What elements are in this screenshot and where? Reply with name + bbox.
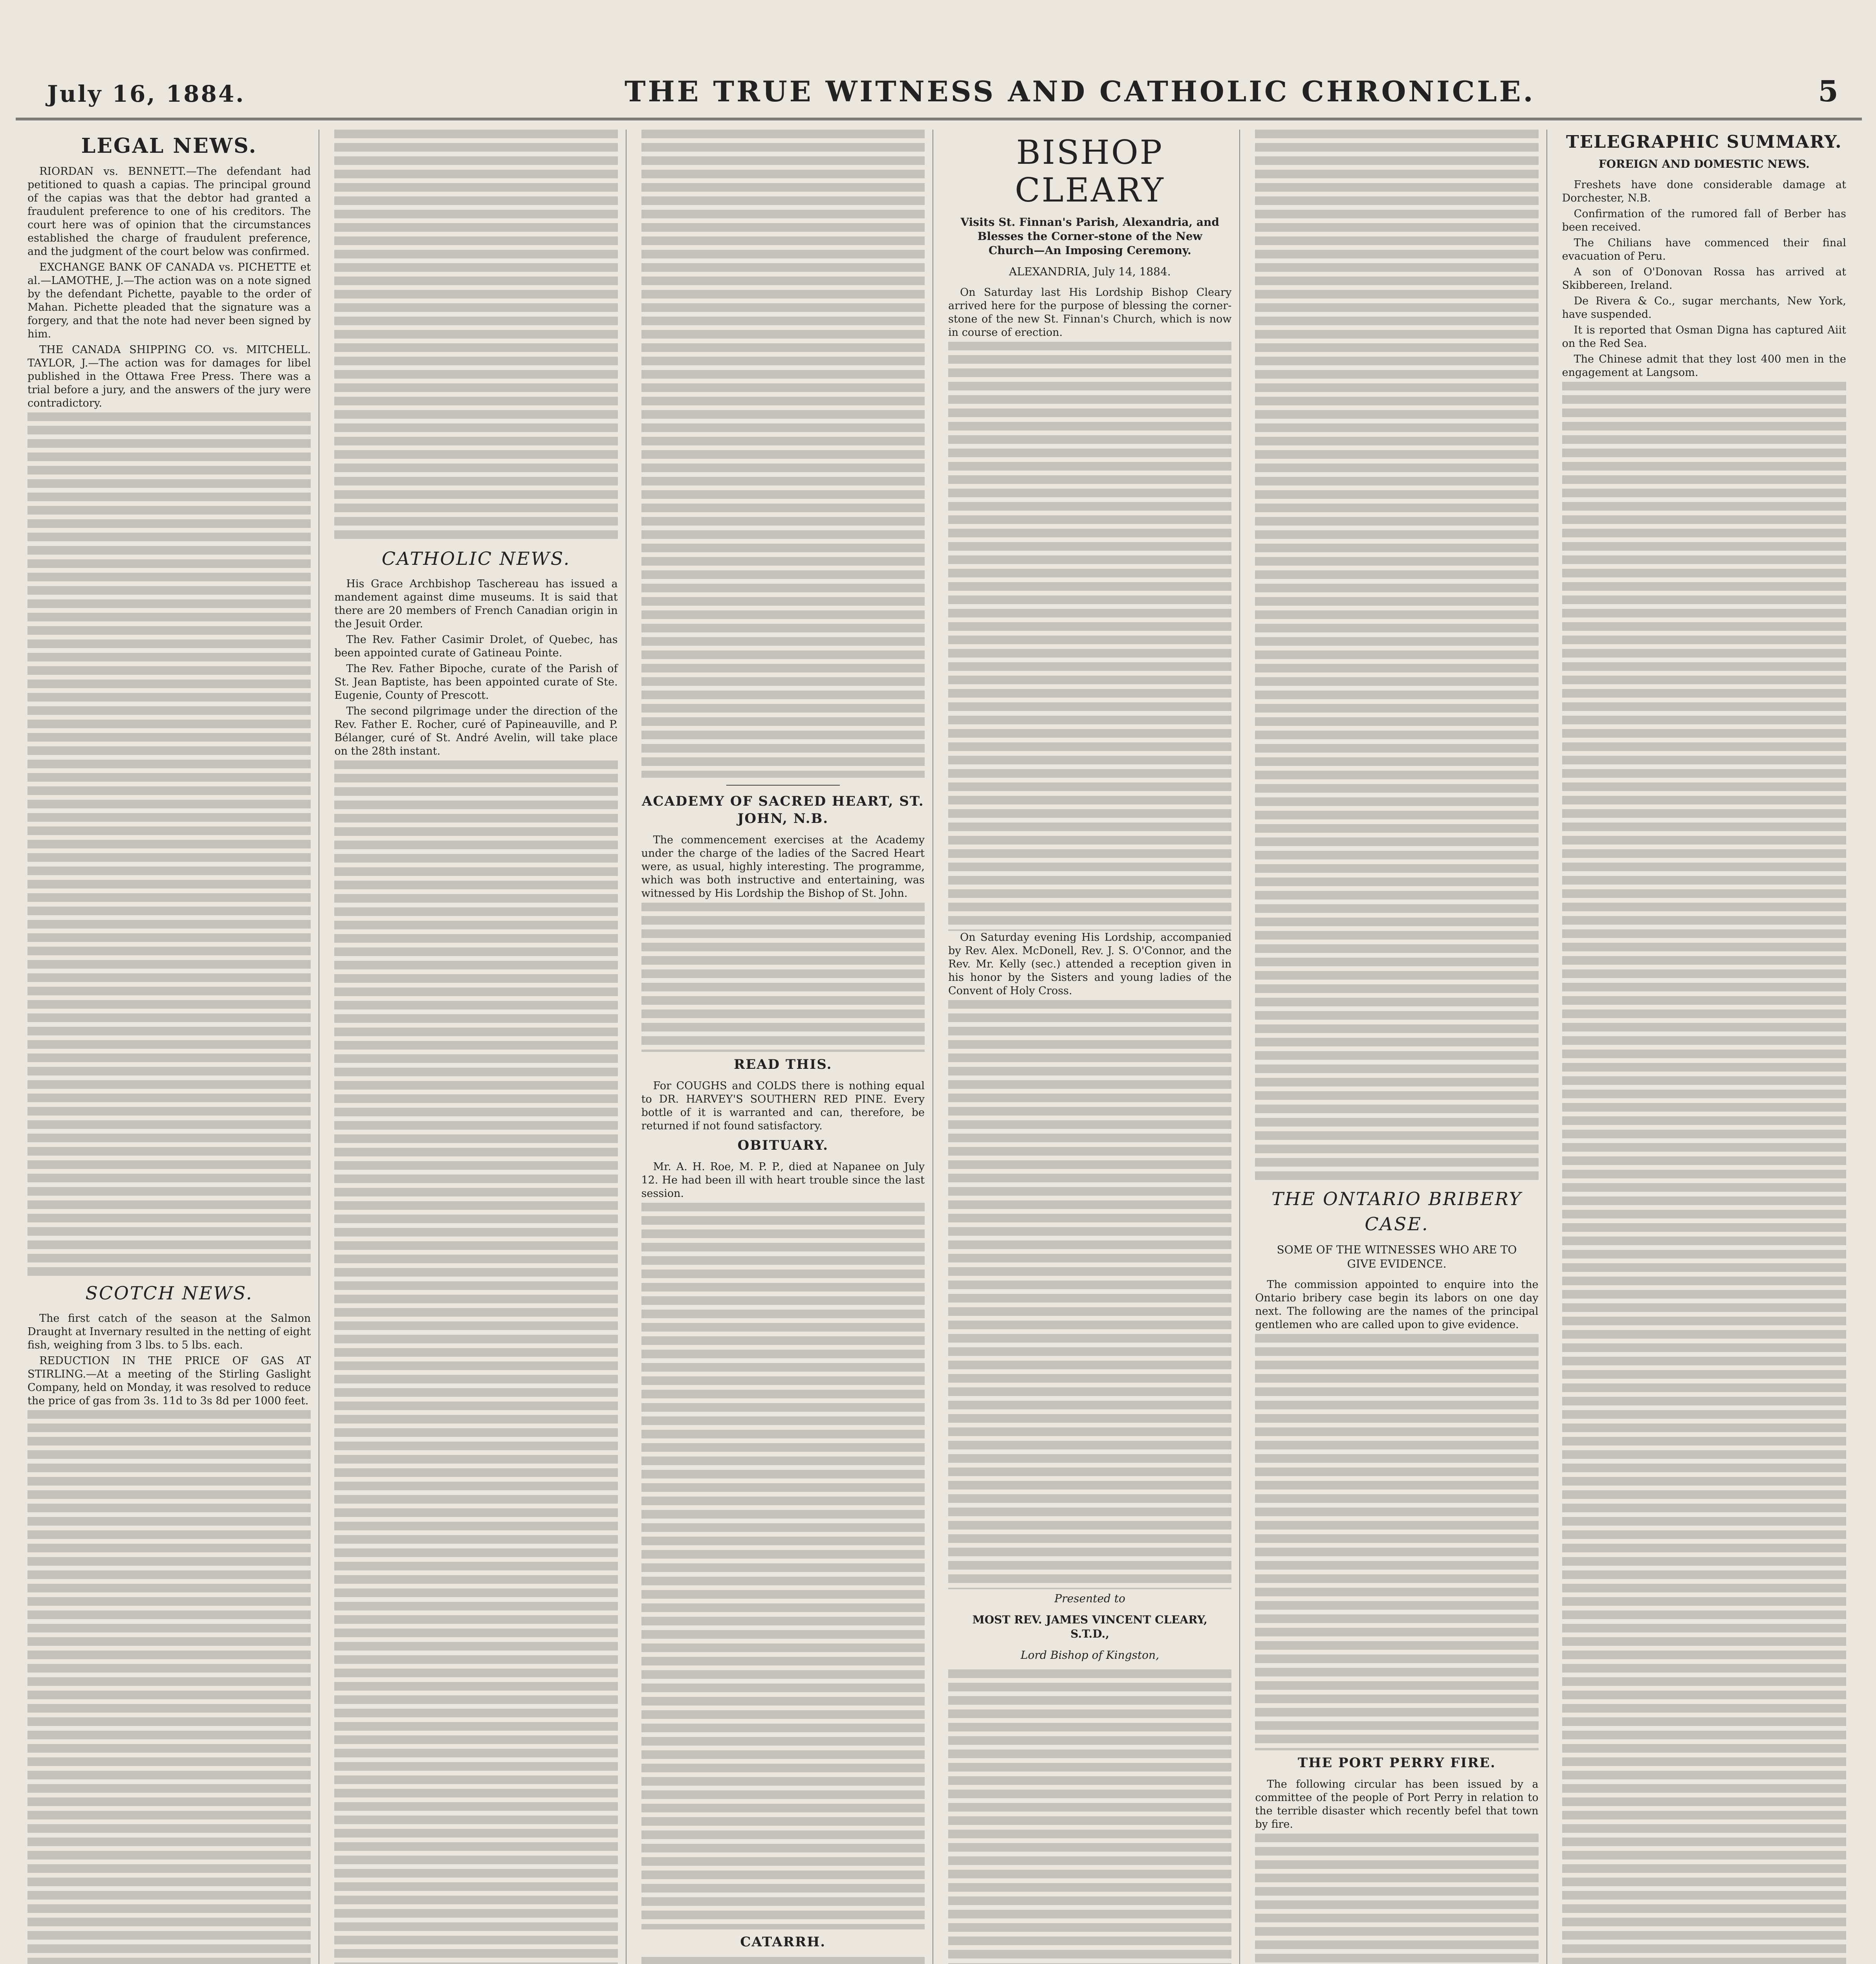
scotch-paragraph: REDUCTION IN THE PRICE OF GAS AT STIRLING.—At a meeting of the Stirling Gaslight Company, held on Monday, it was resolved to reduce the price of gas from 3s. 11d to 3s 8d per 1000 feet. xyxy=(27,1355,311,1407)
article-columns xyxy=(27,130,1854,1964)
body-text-block xyxy=(641,130,925,778)
catholic-paragraph: His Grace Archbishop Taschereau has issued a mandement against dime museums. It is said that there are 20 members of French Canadian origin in the Jesuit Order. xyxy=(334,578,618,630)
body-text-block xyxy=(641,1203,925,1929)
read-this-heading: READ THIS. xyxy=(734,1057,832,1072)
column-5 xyxy=(1255,130,1547,1964)
bishop-paragraph: On Saturday evening His Lordship, accompanied by Rev. Alex. McDonell, Rev. J. S. O'Connor, and the Rev. Mr. Kelly (sec.) attended a reception given in his honor by the Sisters and young ladies of the Convent of Holy Cross. xyxy=(948,931,1232,997)
catholic-paragraph: The Rev. Father Casimir Drolet, of Quebec, has been appointed curate of Gatineau Pointe. xyxy=(334,634,618,659)
body-text-block xyxy=(641,1957,925,1964)
catarrh-heading: CATARRH. xyxy=(740,1934,826,1950)
port-perry-paragraph: The following circular has been issued by a committee of the people of Port Perry in relation to the terrible disaster which recently befel that town by fire. xyxy=(1255,1778,1539,1830)
ontario-paragraph: The commission appointed to enquire into the Ontario bribery case begin its labors on one day next. The following are the names of the principal gentlemen who are called upon to give evidence. xyxy=(1255,1279,1539,1331)
ontario-bribery-subheading: SOME OF THE WITNESSES WHO ARE TO GIVE EVIDENCE. xyxy=(1277,1243,1517,1270)
bishop-dateline: ALEXANDRIA, July 14, 1884. xyxy=(1009,265,1171,278)
body-text-block xyxy=(1562,382,1846,1964)
telegraphic-item: It is reported that Osman Digna has captured Aiit on the Red Sea. xyxy=(1562,324,1846,350)
body-text-block xyxy=(948,1669,1231,1964)
newspaper-title: THE TRUE WITNESS AND CATHOLIC CHRONICLE. xyxy=(625,75,1535,108)
academy-heading: ACADEMY OF SACRED HEART, ST. JOHN, N.B. xyxy=(641,793,924,826)
telegraphic-item: Confirmation of the rumored fall of Berber has been received. xyxy=(1562,208,1846,233)
telegraphic-item: The Chinese admit that they lost 400 men in the engagement at Langsom. xyxy=(1562,353,1846,379)
bishop-cleary-heading: BISHOP CLEARY xyxy=(1015,133,1165,209)
legal-paragraph: EXCHANGE BANK OF CANADA vs. PICHETTE et al.—LAMOTHE, J.—The action was on a note signed by the defendant Pichette, payable to the order of Mahan. Pichette pleaded that the signature was a forgery, and that the note had never been signed by him. xyxy=(27,261,311,340)
masthead xyxy=(16,59,1862,120)
catholic-news-heading: CATHOLIC NEWS. xyxy=(381,548,571,569)
column-4 xyxy=(948,130,1240,1964)
column-3 xyxy=(641,130,933,1964)
column-2 xyxy=(334,130,626,1964)
column-1 xyxy=(27,130,319,1964)
body-text-block xyxy=(1255,130,1538,1182)
body-text-block xyxy=(1255,1834,1538,1964)
telegraphic-item: Freshets have done considerable damage at Dorchester, N.B. xyxy=(1562,179,1846,204)
academy-paragraph: The commencement exercises at the Academy under the charge of the ladies of the Sacred Heart were, as usual, highly interesting. The programme, which was both instructive and entertaining, was witnessed by His Lordship the Bishop of St. John. xyxy=(641,834,925,900)
bishop-paragraph: On Saturday last His Lordship Bishop Cleary arrived here for the purpose of blessing the corner-stone of the new St. Finnan's Church, which is now in course of erection. xyxy=(948,286,1232,339)
scotch-news-heading: SCOTCH NEWS. xyxy=(85,1282,253,1304)
address-recipient: MOST REV. JAMES VINCENT CLEARY, S.T.D., xyxy=(972,1613,1207,1640)
telegraphic-item: A son of O'Donovan Rossa has arrived at Skibbereen, Ireland. xyxy=(1562,266,1846,291)
ontario-bribery-heading: THE ONTARIO BRIBERY CASE. xyxy=(1271,1188,1522,1235)
body-text-block xyxy=(27,1410,311,1964)
telegraphic-item: De Rivera & Co., sugar merchants, New York, have suspended. xyxy=(1562,295,1846,321)
issue-date: July 16, 1884. xyxy=(47,81,245,107)
telegraphic-item: The Chilians have commenced their final evacuation of Peru. xyxy=(1562,237,1846,262)
port-perry-heading: THE PORT PERRY FIRE. xyxy=(1297,1755,1496,1771)
address-recipient-title: Lord Bishop of Kingston, xyxy=(1020,1649,1159,1662)
body-text-block xyxy=(1255,1334,1538,1750)
telegraphic-subheading: FOREIGN AND DOMESTIC NEWS. xyxy=(1598,158,1810,170)
obituary-heading: OBITUARY. xyxy=(737,1138,829,1153)
obituary-paragraph: Mr. A. H. Roe, M. P. P., died at Napanee on July 12. He had been ill with heart trouble since the last session. xyxy=(641,1161,925,1200)
page-number: 5 xyxy=(1818,75,1838,108)
column-6 xyxy=(1562,130,1854,1964)
legal-paragraph: RIORDAN vs. BENNETT.—The defendant had petitioned to quash a capias. The principal ground of the capias was that the debtor had granted a fraudulent preference to one of his creditors. The court here was of opinion that the circumstances established the charge of fraudulent preference, and the judgment of the court below was confirmed. xyxy=(27,165,311,258)
divider xyxy=(726,785,840,786)
catholic-paragraph: The second pilgrimage under the direction of the Rev. Father E. Rocher, curé of Papineauville, and P. Bélanger, curé of St. André Avelin, will take place on the 28th instant. xyxy=(334,705,618,757)
body-text-block xyxy=(334,760,617,1964)
body-text-block xyxy=(27,412,311,1277)
body-text-block xyxy=(948,342,1231,931)
telegraphic-summary-heading: TELEGRAPHIC SUMMARY. xyxy=(1566,132,1842,152)
body-text-block xyxy=(641,903,925,1052)
advert-paragraph: For COUGHS and COLDS there is nothing equal to DR. HARVEY'S SOUTHERN RED PINE. Every bottle of it is warranted and can, therefore, be returned if not found satisfactory. xyxy=(641,1080,925,1132)
bishop-cleary-subheading: Visits St. Finnan's Parish, Alexandria, and Blesses the Corner-stone of the New Church—An Imposing Ceremony. xyxy=(960,216,1219,257)
body-text-block xyxy=(948,1000,1231,1589)
legal-news-heading: LEGAL NEWS. xyxy=(81,134,257,158)
scotch-paragraph: The first catch of the season at the Salmon Draught at Invernary resulted in the netting of eight fish, weighing from 3 lbs. to 5 lbs. each. xyxy=(27,1312,311,1351)
address-presented-to: Presented to xyxy=(1054,1592,1125,1605)
catholic-paragraph: The Rev. Father Bipoche, curate of the Parish of St. Jean Baptiste, has been appointed curate of Ste. Eugenie, County of Prescott. xyxy=(334,663,618,702)
body-text-block xyxy=(334,130,617,542)
legal-paragraph: THE CANADA SHIPPING CO. vs. MITCHELL. TAYLOR, J.—The action was for damages for libel published in the Ottawa Free Press. There was a trial before a jury, and the answers of the jury were contradictory. xyxy=(27,344,311,409)
